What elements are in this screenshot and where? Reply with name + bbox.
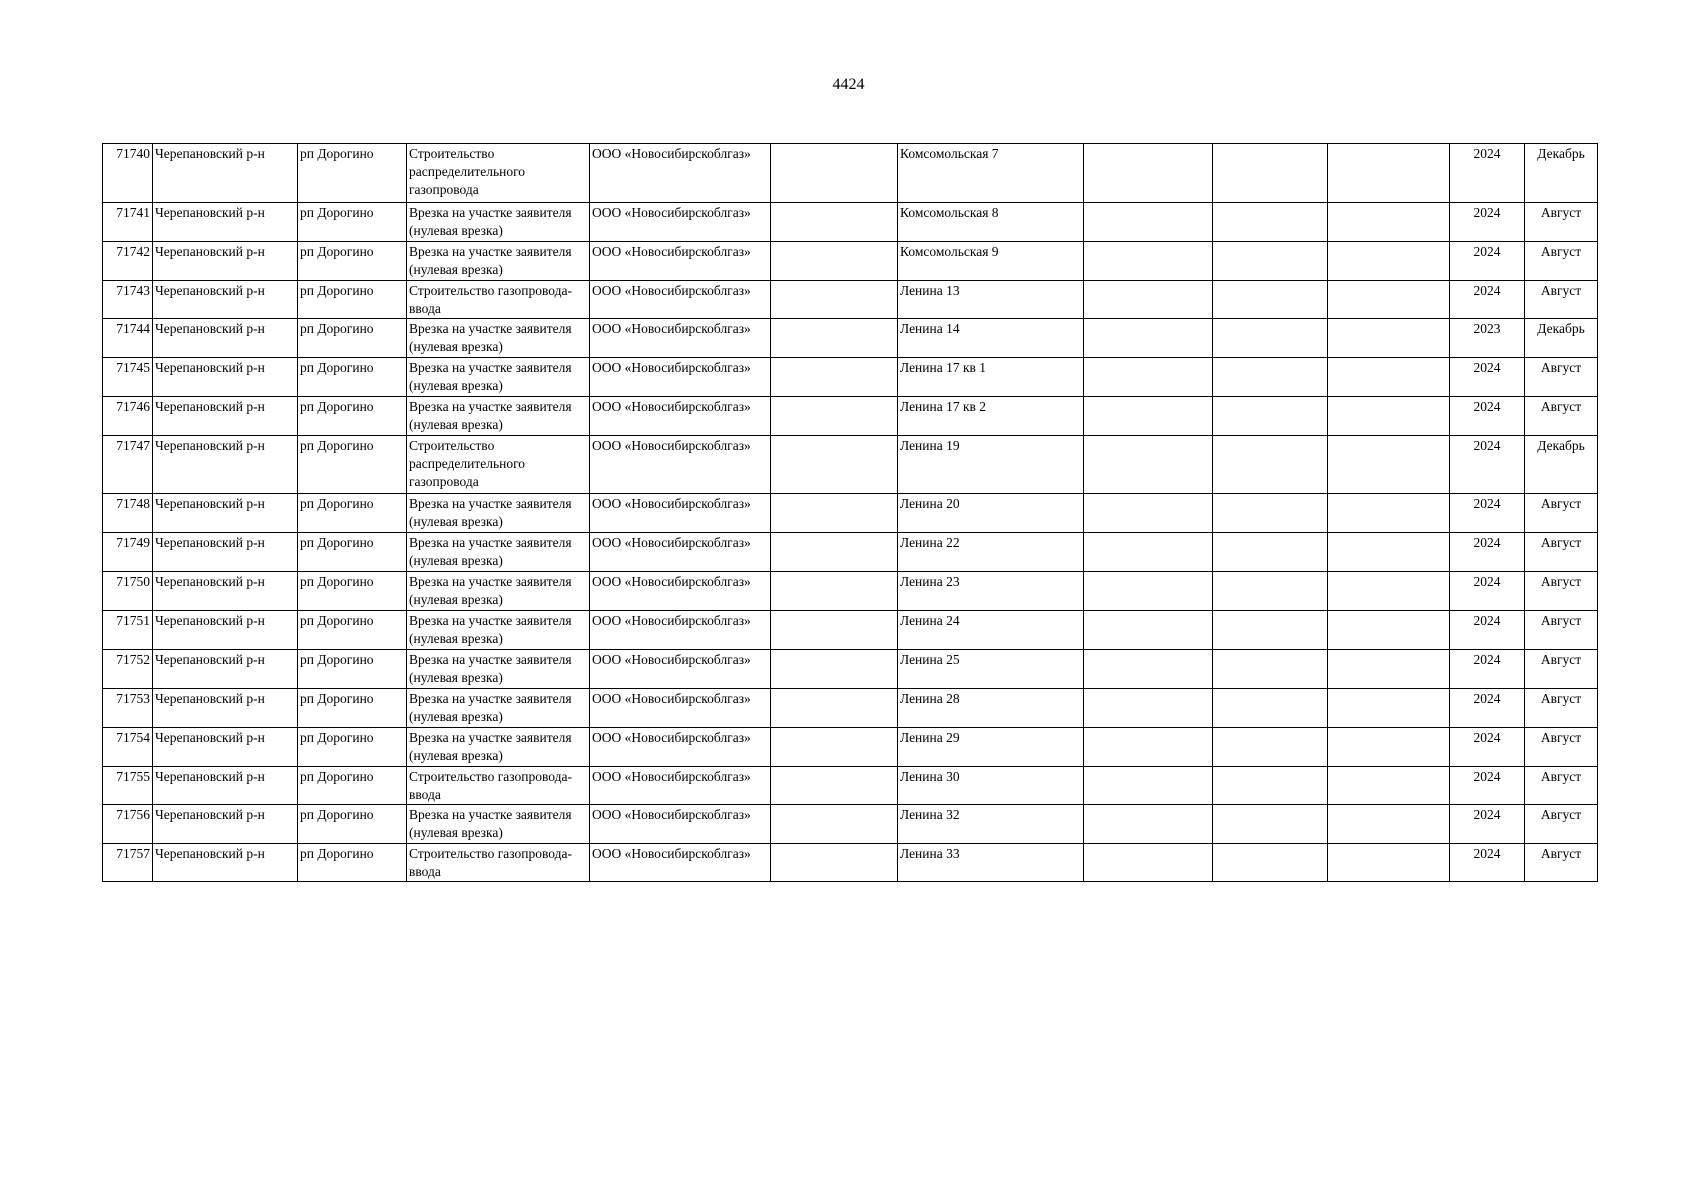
district-cell: Черепановский р-н — [153, 805, 298, 844]
locality-cell: рп Дорогино — [298, 805, 407, 844]
row-id: 71740 — [103, 144, 153, 203]
row-id: 71742 — [103, 241, 153, 280]
district-cell: Черепановский р-н — [153, 144, 298, 203]
organization-cell: ООО «Новосибирскоблгаз» — [590, 689, 771, 728]
empty-cell — [1084, 357, 1213, 396]
empty-cell — [771, 435, 898, 494]
organization-cell: ООО «Новосибирскоблгаз» — [590, 396, 771, 435]
address-cell: Комсомольская 9 — [898, 241, 1084, 280]
empty-cell — [1213, 572, 1328, 611]
organization-cell: ООО «Новосибирскоблгаз» — [590, 241, 771, 280]
district-cell: Черепановский р-н — [153, 280, 298, 318]
empty-cell — [771, 572, 898, 611]
table-row — [103, 572, 1598, 611]
month-cell: Август — [1525, 650, 1598, 689]
empty-cell — [1213, 357, 1328, 396]
locality-cell: рп Дорогино — [298, 611, 407, 650]
table-row — [103, 494, 1598, 533]
locality-cell: рп Дорогино — [298, 572, 407, 611]
empty-cell — [771, 650, 898, 689]
locality-cell: рп Дорогино — [298, 202, 407, 241]
year-cell: 2024 — [1450, 689, 1525, 728]
row-id: 71751 — [103, 611, 153, 650]
row-id: 71755 — [103, 767, 153, 805]
work-type-cell: Строительство газопровода-ввода — [407, 280, 590, 318]
district-cell: Черепановский р-н — [153, 202, 298, 241]
empty-cell — [1213, 728, 1328, 767]
month-cell: Август — [1525, 396, 1598, 435]
empty-cell — [1328, 805, 1450, 844]
year-cell: 2024 — [1450, 611, 1525, 650]
month-cell: Август — [1525, 728, 1598, 767]
empty-cell — [1213, 767, 1328, 805]
year-cell: 2024 — [1450, 241, 1525, 280]
district-cell: Черепановский р-н — [153, 435, 298, 494]
organization-cell: ООО «Новосибирскоблгаз» — [590, 494, 771, 533]
organization-cell: ООО «Новосибирскоблгаз» — [590, 650, 771, 689]
month-cell: Август — [1525, 357, 1598, 396]
work-type-cell: Врезка на участке заявителя (нулевая врезка) — [407, 318, 590, 357]
year-cell: 2024 — [1450, 144, 1525, 203]
empty-cell — [1084, 396, 1213, 435]
empty-cell — [1213, 318, 1328, 357]
empty-cell — [1328, 494, 1450, 533]
empty-cell — [1084, 494, 1213, 533]
table-row — [103, 533, 1598, 572]
month-cell: Август — [1525, 533, 1598, 572]
empty-cell — [1213, 844, 1328, 882]
organization-cell: ООО «Новосибирскоблгаз» — [590, 435, 771, 494]
row-id: 71747 — [103, 435, 153, 494]
address-cell: Ленина 32 — [898, 805, 1084, 844]
year-cell: 2024 — [1450, 280, 1525, 318]
month-cell: Август — [1525, 202, 1598, 241]
table-row — [103, 611, 1598, 650]
empty-cell — [771, 318, 898, 357]
work-type-cell: Строительство газопровода-ввода — [407, 844, 590, 882]
empty-cell — [1084, 533, 1213, 572]
work-type-cell: Врезка на участке заявителя (нулевая врезка) — [407, 202, 590, 241]
month-cell: Август — [1525, 241, 1598, 280]
empty-cell — [771, 241, 898, 280]
empty-cell — [1328, 280, 1450, 318]
empty-cell — [1328, 241, 1450, 280]
address-cell: Ленина 22 — [898, 533, 1084, 572]
row-id: 71743 — [103, 280, 153, 318]
empty-cell — [771, 494, 898, 533]
locality-cell: рп Дорогино — [298, 435, 407, 494]
district-cell: Черепановский р-н — [153, 241, 298, 280]
organization-cell: ООО «Новосибирскоблгаз» — [590, 611, 771, 650]
empty-cell — [1084, 767, 1213, 805]
row-id: 71746 — [103, 396, 153, 435]
year-cell: 2023 — [1450, 318, 1525, 357]
empty-cell — [1328, 357, 1450, 396]
district-cell: Черепановский р-н — [153, 650, 298, 689]
row-id: 71748 — [103, 494, 153, 533]
row-id: 71754 — [103, 728, 153, 767]
empty-cell — [1213, 494, 1328, 533]
district-cell: Черепановский р-н — [153, 689, 298, 728]
district-cell: Черепановский р-н — [153, 533, 298, 572]
work-type-cell: Врезка на участке заявителя (нулевая врезка) — [407, 357, 590, 396]
empty-cell — [771, 533, 898, 572]
empty-cell — [1213, 241, 1328, 280]
locality-cell: рп Дорогино — [298, 318, 407, 357]
table-row — [103, 144, 1598, 203]
address-cell: Ленина 17 кв 2 — [898, 396, 1084, 435]
work-type-cell: Врезка на участке заявителя (нулевая врезка) — [407, 494, 590, 533]
empty-cell — [771, 805, 898, 844]
row-id: 71757 — [103, 844, 153, 882]
organization-cell: ООО «Новосибирскоблгаз» — [590, 728, 771, 767]
year-cell: 2024 — [1450, 494, 1525, 533]
registry-table — [102, 143, 1598, 882]
empty-cell — [771, 844, 898, 882]
table-row — [103, 435, 1598, 494]
empty-cell — [1328, 844, 1450, 882]
row-id: 71749 — [103, 533, 153, 572]
locality-cell: рп Дорогино — [298, 280, 407, 318]
table-row — [103, 280, 1598, 318]
locality-cell: рп Дорогино — [298, 767, 407, 805]
organization-cell: ООО «Новосибирскоблгаз» — [590, 144, 771, 203]
address-cell: Ленина 29 — [898, 728, 1084, 767]
address-cell: Ленина 13 — [898, 280, 1084, 318]
empty-cell — [1084, 572, 1213, 611]
district-cell: Черепановский р-н — [153, 728, 298, 767]
locality-cell: рп Дорогино — [298, 144, 407, 203]
work-type-cell: Врезка на участке заявителя (нулевая врезка) — [407, 533, 590, 572]
empty-cell — [1213, 280, 1328, 318]
work-type-cell: Строительство газопровода-ввода — [407, 767, 590, 805]
table-row — [103, 689, 1598, 728]
month-cell: Декабрь — [1525, 144, 1598, 203]
year-cell: 2024 — [1450, 650, 1525, 689]
empty-cell — [771, 280, 898, 318]
empty-cell — [1213, 202, 1328, 241]
row-id: 71745 — [103, 357, 153, 396]
row-id: 71752 — [103, 650, 153, 689]
month-cell: Август — [1525, 494, 1598, 533]
table-row — [103, 318, 1598, 357]
empty-cell — [1328, 533, 1450, 572]
month-cell: Декабрь — [1525, 435, 1598, 494]
year-cell: 2024 — [1450, 202, 1525, 241]
address-cell: Комсомольская 7 — [898, 144, 1084, 203]
locality-cell: рп Дорогино — [298, 357, 407, 396]
locality-cell: рп Дорогино — [298, 844, 407, 882]
district-cell: Черепановский р-н — [153, 396, 298, 435]
empty-cell — [771, 357, 898, 396]
locality-cell: рп Дорогино — [298, 494, 407, 533]
work-type-cell: Врезка на участке заявителя (нулевая врезка) — [407, 805, 590, 844]
table-row — [103, 241, 1598, 280]
empty-cell — [1084, 144, 1213, 203]
empty-cell — [1328, 435, 1450, 494]
address-cell: Ленина 20 — [898, 494, 1084, 533]
row-id: 71753 — [103, 689, 153, 728]
work-type-cell: Врезка на участке заявителя (нулевая врезка) — [407, 572, 590, 611]
year-cell: 2024 — [1450, 728, 1525, 767]
table-row — [103, 805, 1598, 844]
month-cell: Август — [1525, 611, 1598, 650]
empty-cell — [1328, 202, 1450, 241]
table-row — [103, 357, 1598, 396]
year-cell: 2024 — [1450, 357, 1525, 396]
year-cell: 2024 — [1450, 805, 1525, 844]
empty-cell — [771, 144, 898, 203]
table-row — [103, 650, 1598, 689]
empty-cell — [1084, 689, 1213, 728]
district-cell: Черепановский р-н — [153, 844, 298, 882]
month-cell: Декабрь — [1525, 318, 1598, 357]
work-type-cell: Строительство распределительного газопровода — [407, 435, 590, 494]
year-cell: 2024 — [1450, 396, 1525, 435]
empty-cell — [1213, 689, 1328, 728]
empty-cell — [1213, 435, 1328, 494]
empty-cell — [1084, 728, 1213, 767]
page-number: 4424 — [832, 76, 865, 93]
district-cell: Черепановский р-н — [153, 494, 298, 533]
organization-cell: ООО «Новосибирскоблгаз» — [590, 572, 771, 611]
empty-cell — [771, 202, 898, 241]
address-cell: Ленина 17 кв 1 — [898, 357, 1084, 396]
year-cell: 2024 — [1450, 767, 1525, 805]
empty-cell — [771, 396, 898, 435]
organization-cell: ООО «Новосибирскоблгаз» — [590, 357, 771, 396]
month-cell: Август — [1525, 689, 1598, 728]
district-cell: Черепановский р-н — [153, 357, 298, 396]
work-type-cell: Врезка на участке заявителя (нулевая врезка) — [407, 396, 590, 435]
empty-cell — [1084, 241, 1213, 280]
address-cell: Ленина 33 — [898, 844, 1084, 882]
empty-cell — [1328, 144, 1450, 203]
locality-cell: рп Дорогино — [298, 650, 407, 689]
table-row — [103, 844, 1598, 882]
empty-cell — [771, 767, 898, 805]
address-cell: Ленина 14 — [898, 318, 1084, 357]
month-cell: Август — [1525, 767, 1598, 805]
organization-cell: ООО «Новосибирскоблгаз» — [590, 202, 771, 241]
month-cell: Август — [1525, 844, 1598, 882]
empty-cell — [1328, 396, 1450, 435]
district-cell: Черепановский р-н — [153, 318, 298, 357]
empty-cell — [1213, 805, 1328, 844]
work-type-cell: Врезка на участке заявителя (нулевая врезка) — [407, 611, 590, 650]
work-type-cell: Врезка на участке заявителя (нулевая врезка) — [407, 728, 590, 767]
organization-cell: ООО «Новосибирскоблгаз» — [590, 805, 771, 844]
table-row — [103, 728, 1598, 767]
address-cell: Ленина 30 — [898, 767, 1084, 805]
empty-cell — [771, 611, 898, 650]
work-type-cell: Врезка на участке заявителя (нулевая врезка) — [407, 650, 590, 689]
year-cell: 2024 — [1450, 844, 1525, 882]
empty-cell — [1328, 767, 1450, 805]
empty-cell — [1328, 728, 1450, 767]
empty-cell — [1084, 318, 1213, 357]
year-cell: 2024 — [1450, 572, 1525, 611]
locality-cell: рп Дорогино — [298, 689, 407, 728]
locality-cell: рп Дорогино — [298, 241, 407, 280]
empty-cell — [1213, 611, 1328, 650]
organization-cell: ООО «Новосибирскоблгаз» — [590, 767, 771, 805]
table-row — [103, 767, 1598, 805]
empty-cell — [1213, 650, 1328, 689]
address-cell: Ленина 23 — [898, 572, 1084, 611]
row-id: 71750 — [103, 572, 153, 611]
empty-cell — [1328, 650, 1450, 689]
locality-cell: рп Дорогино — [298, 396, 407, 435]
address-cell: Комсомольская 8 — [898, 202, 1084, 241]
table-row — [103, 396, 1598, 435]
work-type-cell: Врезка на участке заявителя (нулевая врезка) — [407, 241, 590, 280]
month-cell: Август — [1525, 805, 1598, 844]
row-id: 71741 — [103, 202, 153, 241]
organization-cell: ООО «Новосибирскоблгаз» — [590, 280, 771, 318]
empty-cell — [771, 689, 898, 728]
table-row — [103, 202, 1598, 241]
locality-cell: рп Дорогино — [298, 728, 407, 767]
empty-cell — [771, 728, 898, 767]
empty-cell — [1213, 144, 1328, 203]
organization-cell: ООО «Новосибирскоблгаз» — [590, 533, 771, 572]
organization-cell: ООО «Новосибирскоблгаз» — [590, 844, 771, 882]
empty-cell — [1084, 805, 1213, 844]
empty-cell — [1084, 280, 1213, 318]
year-cell: 2024 — [1450, 435, 1525, 494]
empty-cell — [1084, 202, 1213, 241]
address-cell: Ленина 19 — [898, 435, 1084, 494]
empty-cell — [1213, 396, 1328, 435]
empty-cell — [1084, 844, 1213, 882]
district-cell: Черепановский р-н — [153, 767, 298, 805]
organization-cell: ООО «Новосибирскоблгаз» — [590, 318, 771, 357]
empty-cell — [1084, 435, 1213, 494]
year-cell: 2024 — [1450, 533, 1525, 572]
district-cell: Черепановский р-н — [153, 611, 298, 650]
work-type-cell: Врезка на участке заявителя (нулевая врезка) — [407, 689, 590, 728]
address-cell: Ленина 25 — [898, 650, 1084, 689]
address-cell: Ленина 28 — [898, 689, 1084, 728]
empty-cell — [1328, 689, 1450, 728]
empty-cell — [1328, 611, 1450, 650]
empty-cell — [1328, 572, 1450, 611]
work-type-cell: Строительство распределительного газопровода — [407, 144, 590, 203]
row-id: 71756 — [103, 805, 153, 844]
empty-cell — [1084, 650, 1213, 689]
empty-cell — [1328, 318, 1450, 357]
address-cell: Ленина 24 — [898, 611, 1084, 650]
month-cell: Август — [1525, 572, 1598, 611]
month-cell: Август — [1525, 280, 1598, 318]
district-cell: Черепановский р-н — [153, 572, 298, 611]
locality-cell: рп Дорогино — [298, 533, 407, 572]
empty-cell — [1084, 611, 1213, 650]
empty-cell — [1213, 533, 1328, 572]
row-id: 71744 — [103, 318, 153, 357]
